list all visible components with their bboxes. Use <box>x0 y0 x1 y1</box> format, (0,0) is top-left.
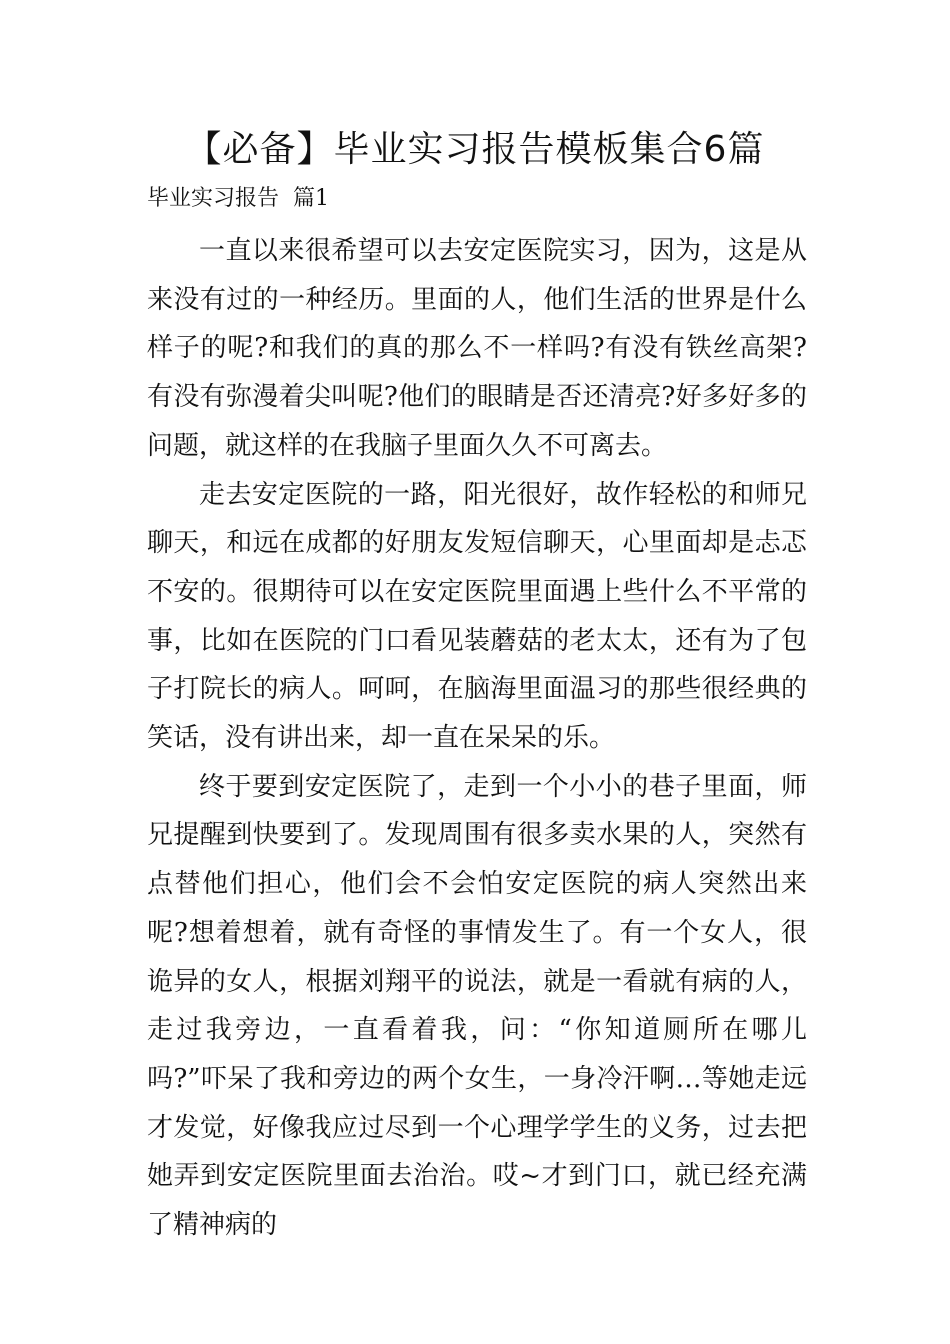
paragraph: 走去安定医院的一路，阳光很好，故作轻松的和师兄聊天，和远在成都的好朋友发短信聊天，心里面却是忐忑不安的。很期待可以在安定医院里面遇上些什么不平常的事，比如在医院的门口看见装蘑菇的老太太，还有为了包子打院长的病人。呵呵，在脑海里面温习的那些很经典的笑话，没有讲出来，却一直在呆呆的乐。 <box>147 479 807 754</box>
document-body <box>147 227 807 1250</box>
paragraph: 终于要到安定医院了，走到一个小小的巷子里面，师兄提醒到快要到了。发现周围有很多卖水果的人，突然有点替他们担心，他们会不会怕安定医院的病人突然出来呢?想着想着，就有奇怪的事情发生了。有一个女人，很诡异的女人，根据刘翔平的说法，就是一看就有病的人，走过我旁边，一直看着我，问：“你知道厕所在哪儿吗?”吓呆了我和旁边的两个女生，一身冷汗啊…等她走远才发觉，好像我应过尽到一个心理学学生的义务，过去把她弄到安定医院里面去治治。哎~才到门口，就已经充满了精神病的 <box>147 771 807 1241</box>
document-title: 【必备】毕业实习报告模板集合6篇 <box>185 129 765 170</box>
paragraph: 一直以来很希望可以去安定医院实习，因为，这是从来没有过的一种经历。里面的人，他们生活的世界是什么样子的呢?和我们的真的那么不一样吗?有没有铁丝高架?有没有弥漫着尖叫呢?他们的眼睛是否还清亮?好多好多的问题，就这样的在我脑子里面久久不可离去。 <box>147 236 807 461</box>
section-heading: 毕业实习报告 篇1 <box>147 186 329 211</box>
